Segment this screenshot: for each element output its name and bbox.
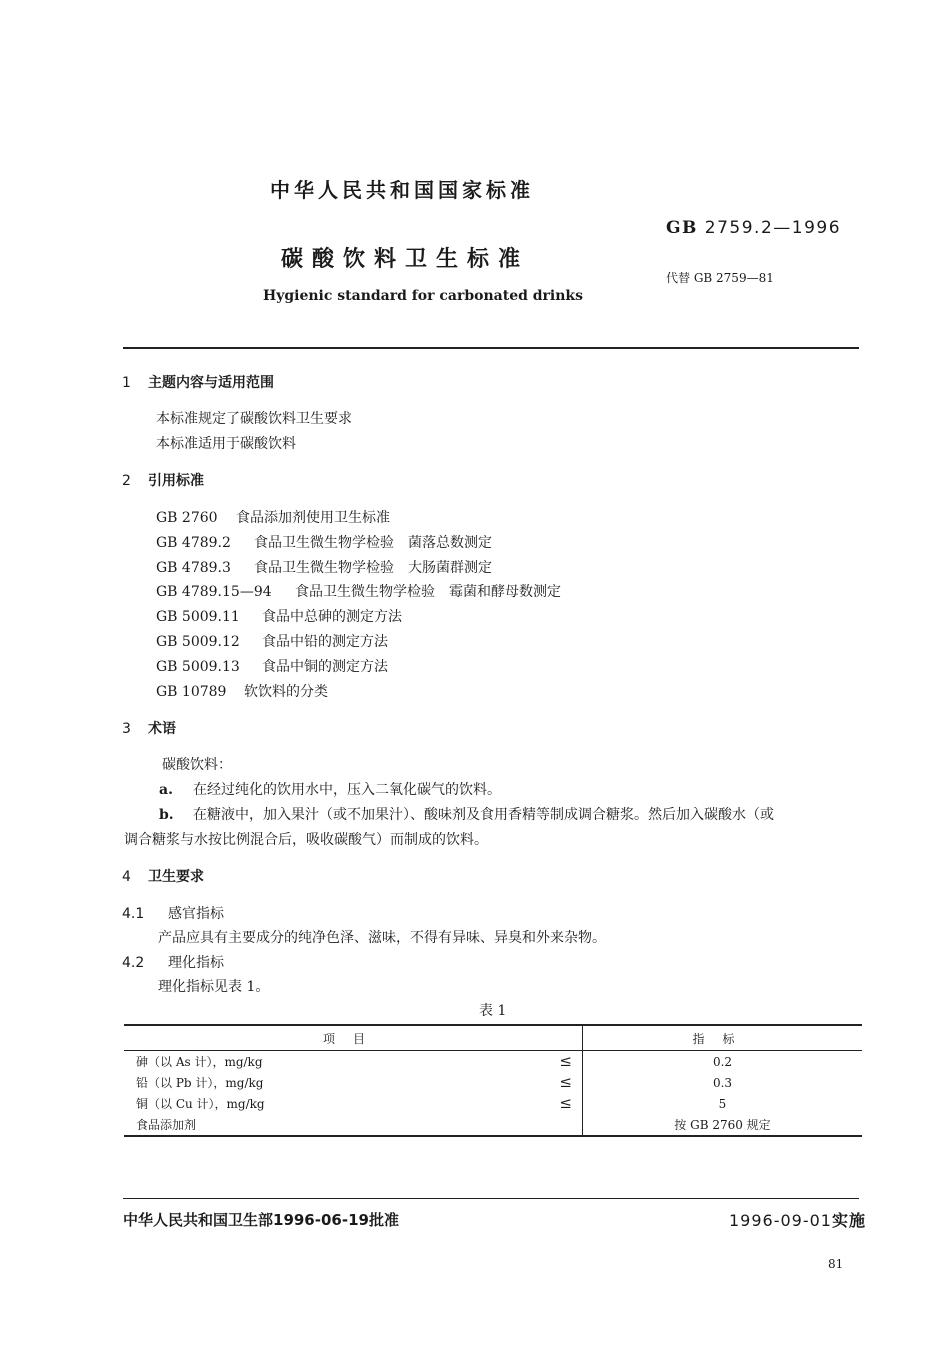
reference-item [156,681,328,701]
reference-title: 食品卫生微生物学检验 霉菌和酵母数测定 [295,584,561,600]
reference-code: GB 5009.12 [156,634,240,650]
term-definition-b [159,804,774,824]
section-number: 1 [122,375,131,391]
effective-label: 实施 [831,1211,866,1230]
requirements-table [124,1024,862,1137]
row-value: 按 GB 2760 规定 [674,1118,771,1132]
definition-text: 在糖液中，加入果汁（或不加果汁）、酸味剂及食用香精等制成调合糖浆。然后加入碳酸水（或 [193,807,774,823]
subsection-title: 感官指标 [168,906,224,922]
header-divider [123,347,859,349]
term-definition-a [159,779,501,799]
section-1-heading [122,372,274,392]
term-definition-b-continued: 调合糖浆与水按比例混合后，吸收碳酸气）而制成的饮料。 [124,832,488,848]
physicochemical-text: 理化指标见表 1。 [158,979,270,995]
section-number: 3 [122,721,131,737]
reference-title: 食品添加剂使用卫生标准 [236,510,390,526]
reference-title: 食品中总砷的测定方法 [262,609,402,625]
reference-title: 软饮料的分类 [244,684,328,700]
table-row [124,1072,862,1093]
section-title: 引用标准 [148,473,204,489]
subsection-number: 4.1 [122,906,145,922]
table-row [124,1051,862,1073]
table-header-row [124,1025,862,1051]
row-item: 砷（以 As 计），mg/kg [136,1055,263,1069]
row-item: 食品添加剂 [136,1118,197,1132]
reference-code: GB 4789.15—94 [156,584,272,600]
row-item: 铅（以 Pb 计），mg/kg [136,1076,264,1090]
column-header-index: 指标 [692,1031,753,1046]
reference-item [156,606,402,626]
table-caption: 表 1 [479,1003,507,1019]
reference-item [156,532,492,552]
row-value: 0.2 [712,1054,733,1069]
reference-title: 食品中铅的测定方法 [262,634,388,650]
section-4-1-heading [122,903,224,923]
reference-item [156,656,388,676]
sensory-requirement-text: 产品应具有主要成分的纯净色泽、滋味，不得有异味、异臭和外来杂物。 [158,930,606,946]
row-item-cell [124,1114,583,1136]
table-row [124,1093,862,1114]
section-number: 2 [122,473,131,489]
definition-label: a. [159,782,173,798]
reference-code: GB 5009.13 [156,659,240,675]
reference-title: 食品卫生微生物学检验 大肠菌群测定 [254,560,492,576]
section-3-heading [122,718,176,738]
comparison-symbol: ≤ [559,1094,572,1112]
row-value: 0.3 [712,1075,733,1090]
standard-number-value: 2759.2—1996 [704,218,842,238]
column-header-item: 项目 [124,1025,583,1051]
section-title: 卫生要求 [148,869,204,885]
definition-text: 在经过纯化的饮用水中，压入二氧化碳气的饮料。 [193,782,501,798]
comparison-symbol: ≤ [559,1052,572,1070]
english-title: Hygienic standard for carbonated drinks [263,288,584,304]
subsection-number: 4.2 [122,955,145,971]
section-2-heading [122,470,204,490]
reference-item [156,507,390,527]
reference-code: GB 4789.2 [156,535,231,551]
approval-line: 中华人民共和国卫生部1996-06-19批准 [123,1211,399,1229]
subsection-title: 理化指标 [168,955,224,971]
country-standard-heading: 中华人民共和国国家标准 [270,178,534,202]
effective-date: 1996-09-01 [729,1211,832,1230]
reference-code: GB 2760 [156,510,218,526]
row-item-cell [124,1072,583,1093]
reference-item [156,557,492,577]
section-4-2-heading [122,952,224,972]
comparison-symbol: ≤ [559,1073,572,1091]
definition-label: b. [159,807,174,823]
reference-code: GB 5009.11 [156,609,240,625]
reference-title: 食品中铜的测定方法 [262,659,388,675]
reference-title: 食品卫生微生物学检验 菌落总数测定 [254,535,492,551]
row-item-cell [124,1051,583,1073]
effective-line [729,1208,866,1231]
table-row [124,1114,862,1136]
row-item-cell [124,1093,583,1114]
section-title: 主题内容与适用范围 [148,375,274,391]
reference-code: GB 4789.3 [156,560,231,576]
section-1-line-2: 本标准适用于碳酸饮料 [156,436,296,452]
section-number: 4 [122,869,131,885]
footer-divider [123,1198,859,1199]
row-item: 铜（以 Cu 计），mg/kg [136,1097,265,1111]
page-number: 81 [828,1257,844,1271]
term-name: 碳酸饮料： [162,757,232,773]
reference-item [156,631,388,651]
reference-item [156,581,561,601]
row-value: 5 [718,1096,727,1111]
section-title: 术语 [148,721,176,737]
standard-title: 碳酸饮料卫生标准 [281,247,530,272]
section-1-line-1: 本标准规定了碳酸饮料卫生要求 [156,411,352,427]
standard-prefix: GB [666,218,698,238]
replaces-standard: 代替 GB 2759—81 [666,271,774,285]
reference-code: GB 10789 [156,684,227,700]
section-4-heading [122,866,204,886]
standard-number [666,218,841,238]
